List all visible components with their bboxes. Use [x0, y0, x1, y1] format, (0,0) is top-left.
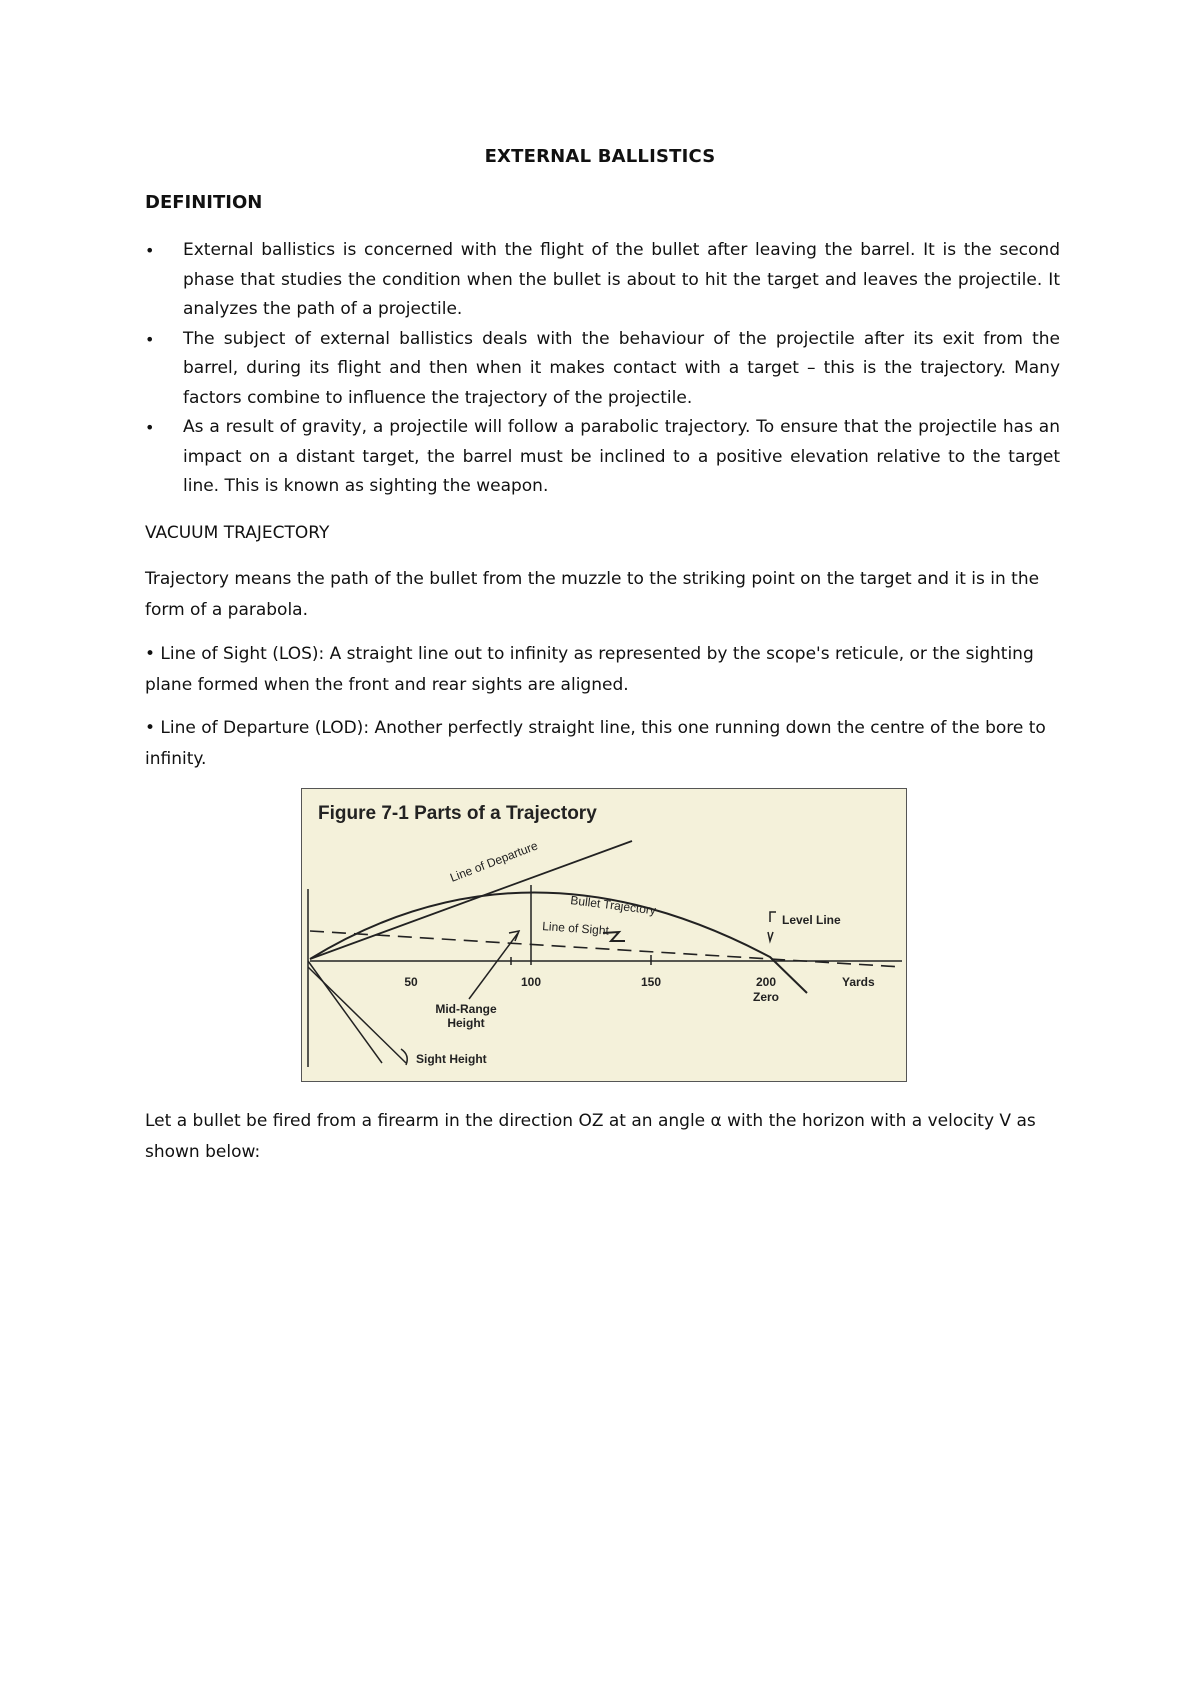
bullet-marker: • — [145, 241, 155, 260]
zero-label: Zero — [752, 990, 780, 1004]
trajectory-figure — [301, 788, 907, 1082]
sight-height-bracket — [401, 1049, 407, 1065]
bullet-text: As a result of gravity, a projectile will follow a parabolic trajectory. To ensure that the projectile has an impact on a distant target, the barrel must be inclined to a positive elevation relative to the target line. This is known as sighting the weapon. — [183, 417, 1060, 496]
level-line-bracket — [770, 912, 776, 922]
definition-bullet-list — [145, 236, 1060, 502]
los-paragraph: • Line of Sight (LOS): A straight line out to infinity as represented by the scope's reticule, or the sighting plane formed when the front and rear sights are aligned. — [145, 644, 1034, 695]
bullet-marker: • — [145, 329, 155, 349]
line-of-sight-label: Line of Sight — [541, 919, 610, 938]
mid-range-label: Mid-Range — [435, 1002, 497, 1016]
list-item — [145, 325, 1060, 414]
list-item — [145, 413, 1060, 502]
line-of-departure-label: Line of Departure — [448, 838, 540, 885]
sight-height-line-a — [308, 961, 382, 1063]
closing-paragraph: Let a bullet be fired from a firearm in the direction OZ at an angle α with the horizon with a velocity V as shown below: — [145, 1111, 1036, 1162]
level-line-arrow-icon — [768, 932, 773, 941]
vacuum-trajectory-heading: VACUUM TRAJECTORY — [145, 523, 330, 543]
list-item — [145, 236, 1060, 325]
tick-label-100: 100 — [520, 975, 542, 989]
sight-height-line-b — [308, 967, 406, 1063]
tick-label-50: 50 — [404, 975, 418, 989]
yards-label: Yards — [842, 975, 875, 989]
trajectory-paragraph: Trajectory means the path of the bullet from the muzzle to the striking point on the target and it is in the form of a parabola. — [145, 569, 1040, 620]
tick-label-200: 200 — [755, 975, 777, 989]
figure-title: Figure 7-1 Parts of a Trajectory — [318, 803, 597, 824]
level-line-label: Level Line — [782, 913, 841, 927]
bullet-text: The subject of external ballistics deals with the behaviour of the projectile after its exit from the barrel, during its flight and then when it makes contact with a target – this is the trajectory. Many factors combine to influence the trajectory of the projectile. — [183, 328, 1060, 408]
bullet-trajectory — [310, 892, 807, 993]
tick-label-150: 150 — [640, 975, 662, 989]
lod-paragraph: • Line of Departure (LOD): Another perfectly straight line, this one running down the centre of the bore to infinity. — [145, 718, 1046, 769]
document-title: EXTERNAL BALLISTICS — [484, 146, 716, 167]
mid-range-height-label: Height — [447, 1016, 485, 1030]
bullet-text: External ballistics is concerned with the flight of the bullet after leaving the barrel. It is the second phase that studies the condition when the bullet is about to hit the target and leaves the projectile. It analyzes the path of a projectile. — [183, 240, 1060, 319]
sight-height-label: Sight Height — [416, 1052, 487, 1066]
definition-heading: DEFINITION — [145, 192, 263, 213]
trajectory-diagram — [302, 789, 908, 1083]
bullet-marker: • — [145, 418, 155, 437]
bullet-trajectory-label: Bullet Trajectory — [569, 893, 657, 918]
